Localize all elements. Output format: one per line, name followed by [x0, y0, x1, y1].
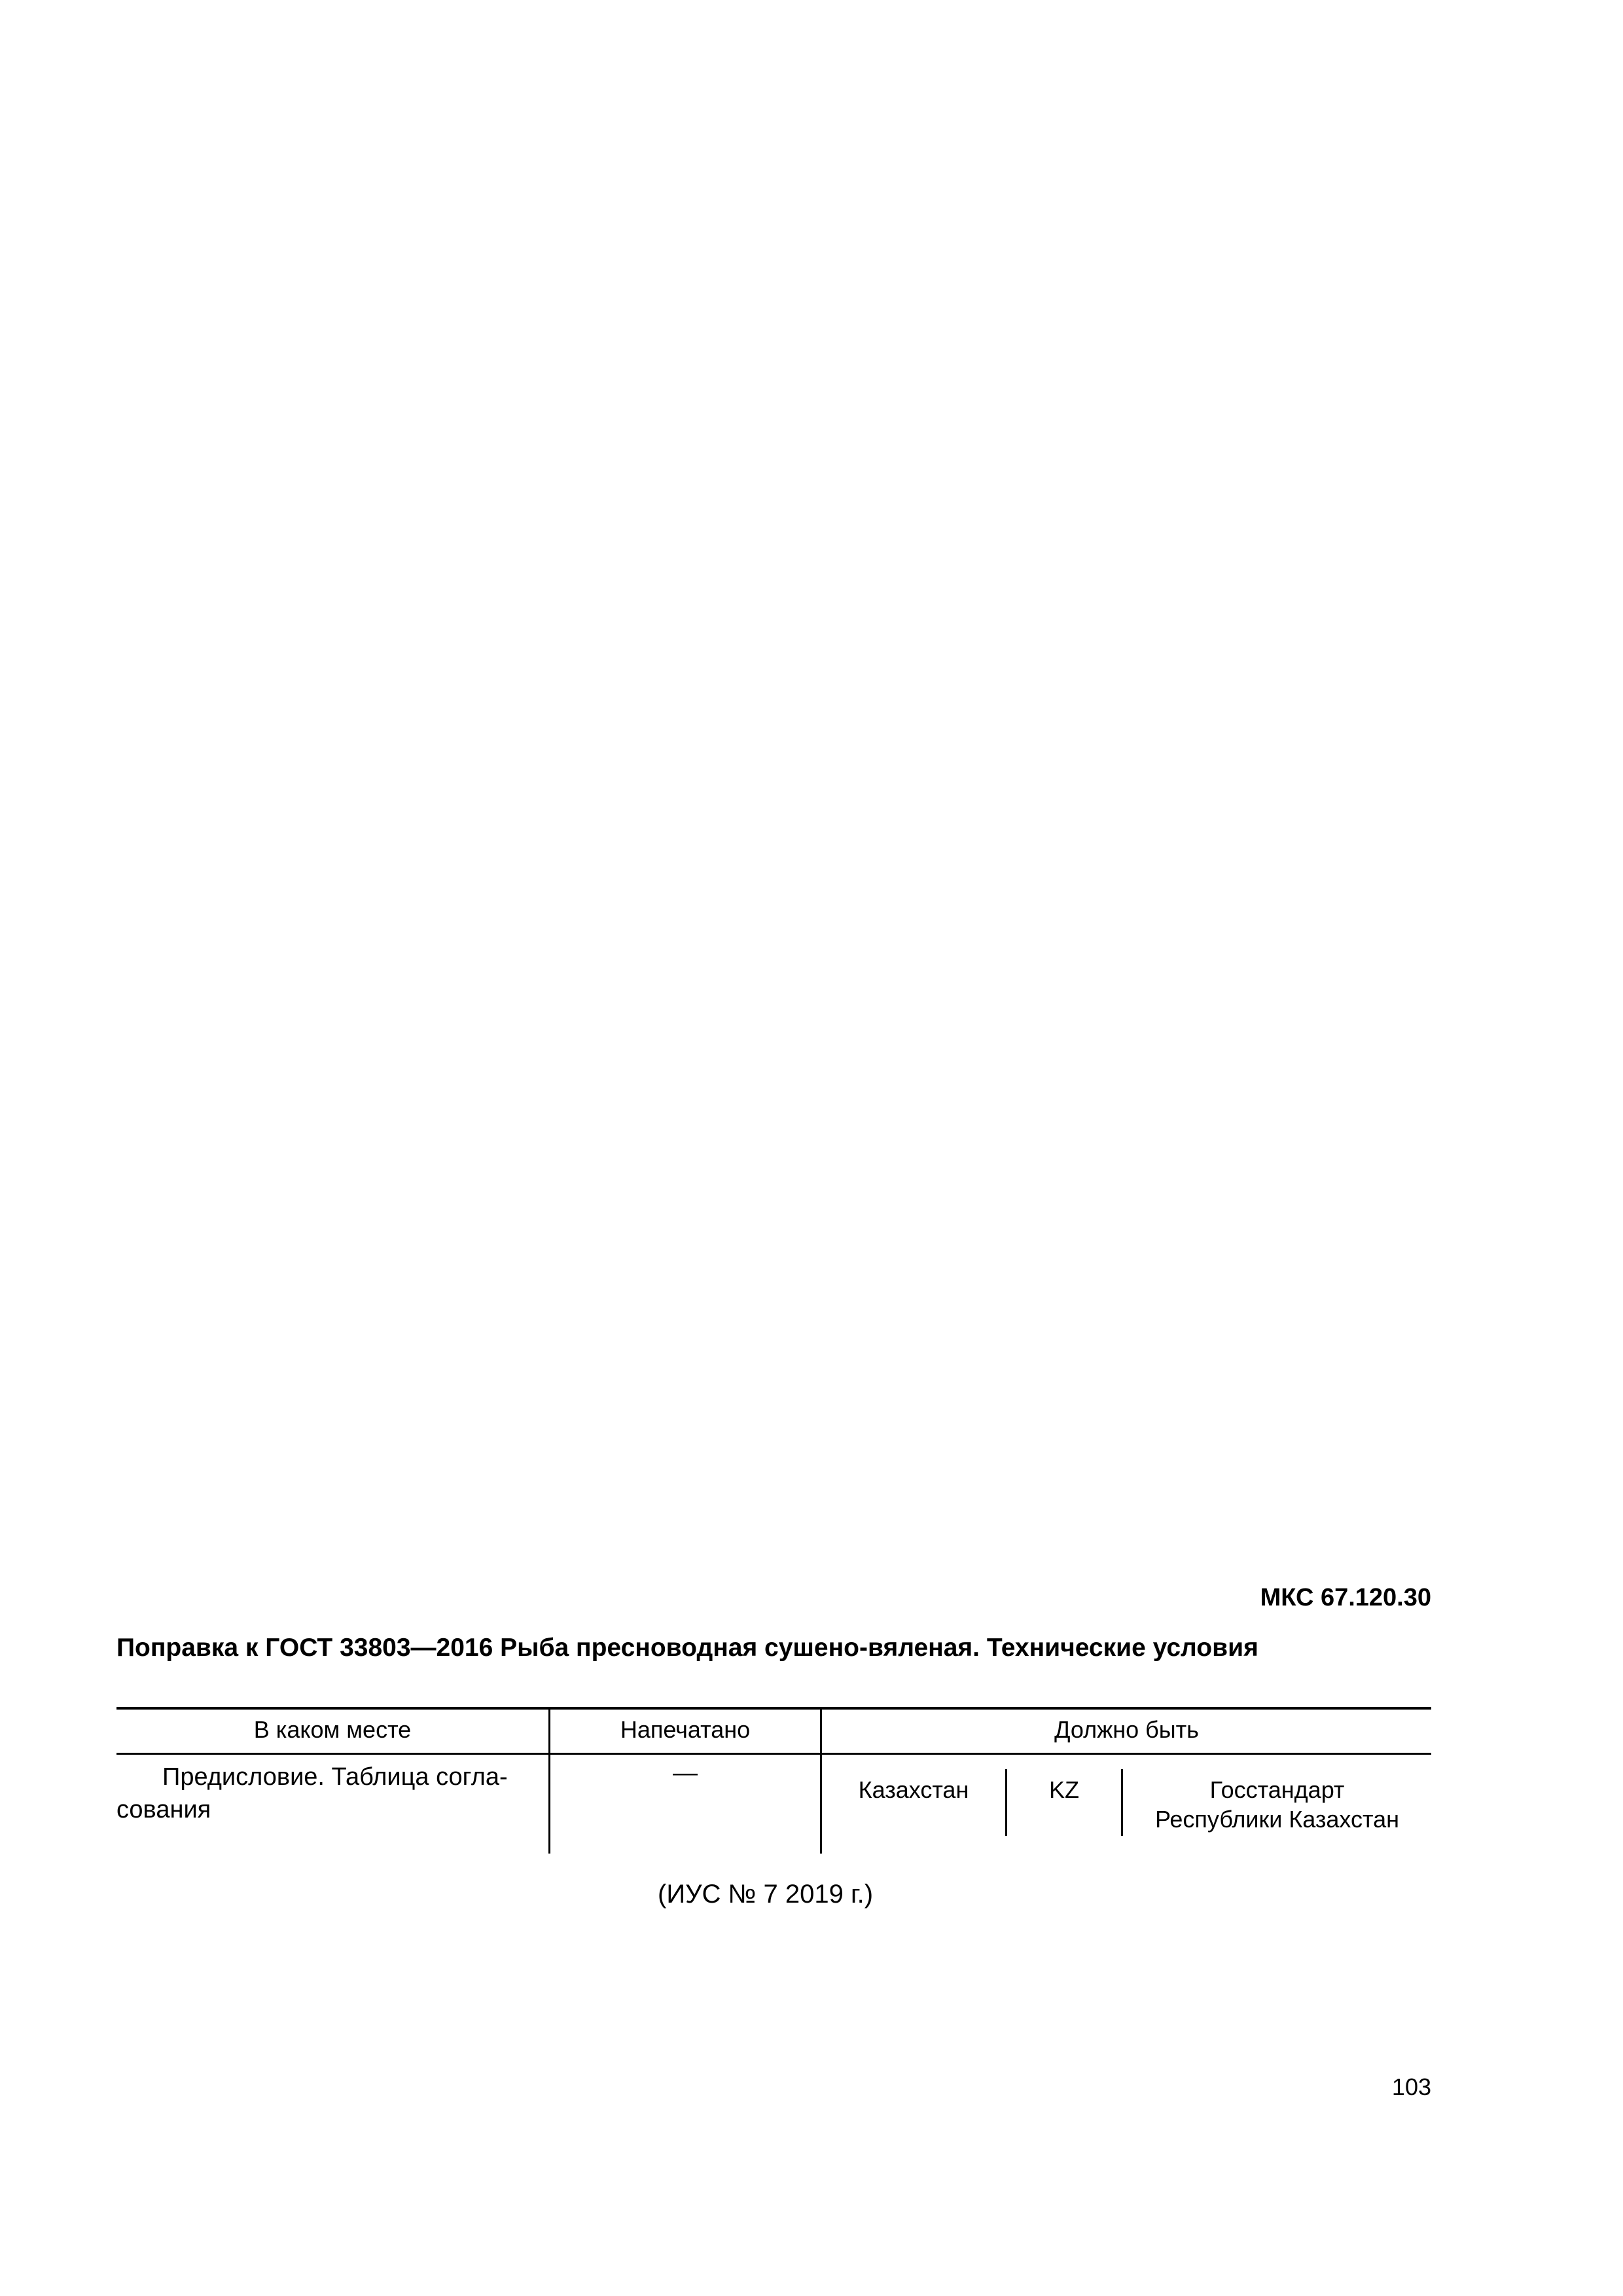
- table-header-rule: [116, 1753, 1431, 1755]
- page-number: 103: [1391, 2073, 1431, 2100]
- cell-country-code: KZ: [1048, 1776, 1079, 1803]
- table-top-rule: [116, 1707, 1431, 1710]
- ius-reference: (ИУС № 7 2019 г.): [658, 1880, 874, 1909]
- column-header-place: В каком месте: [253, 1716, 412, 1743]
- cell-standards-body-line-2: Республики Казахстан: [1154, 1806, 1400, 1833]
- cell-place: [116, 1761, 542, 1826]
- column-header-printed: Напечатано: [620, 1716, 751, 1743]
- amendment-table: [116, 1707, 1431, 1854]
- cell-standards-body: [1123, 1775, 1431, 1834]
- cell-place-line-2: сования: [116, 1796, 211, 1823]
- column-header-should-be: Должно быть: [1054, 1716, 1199, 1743]
- amendment-title: Поправка к ГОСТ 33803—2016 Рыба пресноводная сушено-вяленая. Технические условия: [116, 1634, 1258, 1662]
- cell-standards-body-line-1: Госстандарт: [1209, 1776, 1345, 1803]
- cell-printed: —: [673, 1759, 698, 1787]
- cell-place-line-1: Предисловие. Таблица согла-: [162, 1763, 508, 1791]
- cell-country: Казахстан: [858, 1776, 969, 1803]
- mks-code: МКС 67.120.30: [1260, 1584, 1431, 1611]
